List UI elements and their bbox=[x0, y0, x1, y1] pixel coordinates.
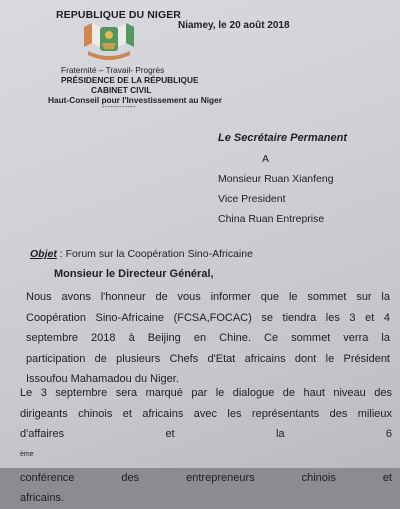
sender-title: Le Secrétaire Permanent bbox=[218, 132, 348, 144]
place-and-date: Niamey, le 20 août 2018 bbox=[178, 20, 290, 31]
paragraph-line: participation de plusieurs Chefs d'Etat africains dont le Président bbox=[26, 352, 390, 365]
text-fragment: d'affaires et la 6 bbox=[20, 428, 392, 440]
paragraph-line: Le 3 septembre sera marqué par le dialogue de haut niveau des bbox=[20, 387, 392, 399]
subject-line bbox=[30, 248, 253, 260]
council-label: Haut-Conseil pour l'Investissement au Niger bbox=[48, 95, 222, 105]
paragraph-line: Nous avons l'honneur de vous informer que le sommet sur la bbox=[26, 291, 390, 303]
salutation: Monsieur le Directeur Général, bbox=[54, 268, 214, 280]
text-fragment: conférence des entrepreneurs chinois et bbox=[20, 471, 392, 484]
paragraph-line: africains. bbox=[20, 492, 65, 505]
recipient-company: China Ruan Entreprise bbox=[218, 213, 325, 225]
subject-label: Objet bbox=[30, 248, 57, 260]
paragraph-line: Issoufou Mahamadou du Niger. bbox=[26, 373, 179, 385]
recipient-role: Vice President bbox=[218, 193, 286, 205]
body-paragraph-2 bbox=[20, 383, 392, 509]
subject-text: : Forum sur la Coopération Sino-Africaine bbox=[56, 248, 253, 260]
to-marker: A bbox=[262, 153, 270, 165]
paragraph-line bbox=[20, 424, 392, 488]
country-name: REPUBLIQUE DU NIGER bbox=[56, 9, 181, 21]
national-motto: Fraternité – Travail- Progrès bbox=[61, 65, 165, 75]
paragraph-line: septembre 2018 à Beijing en Chine. Ce sommet verra la bbox=[26, 332, 390, 344]
cabinet-label: CABINET CIVIL bbox=[91, 85, 152, 95]
recipient-name: Monsieur Ruan Xianfeng bbox=[218, 173, 334, 185]
coat-of-arms-emblem bbox=[80, 21, 138, 63]
header-separator: ------------ bbox=[102, 104, 136, 111]
body-paragraph-1 bbox=[26, 287, 390, 390]
paragraph-line: dirigeants chinois et africains avec les représentants des milieux bbox=[20, 407, 392, 420]
presidency-label: PRÉSIDENCE DE LA RÉPUBLIQUE bbox=[61, 75, 199, 85]
paragraph-line: Coopération Sino-Africaine (FCSA,FOCAC) se tiendra les 3 et 4 bbox=[26, 311, 390, 324]
ordinal-superscript: ème bbox=[20, 450, 34, 458]
